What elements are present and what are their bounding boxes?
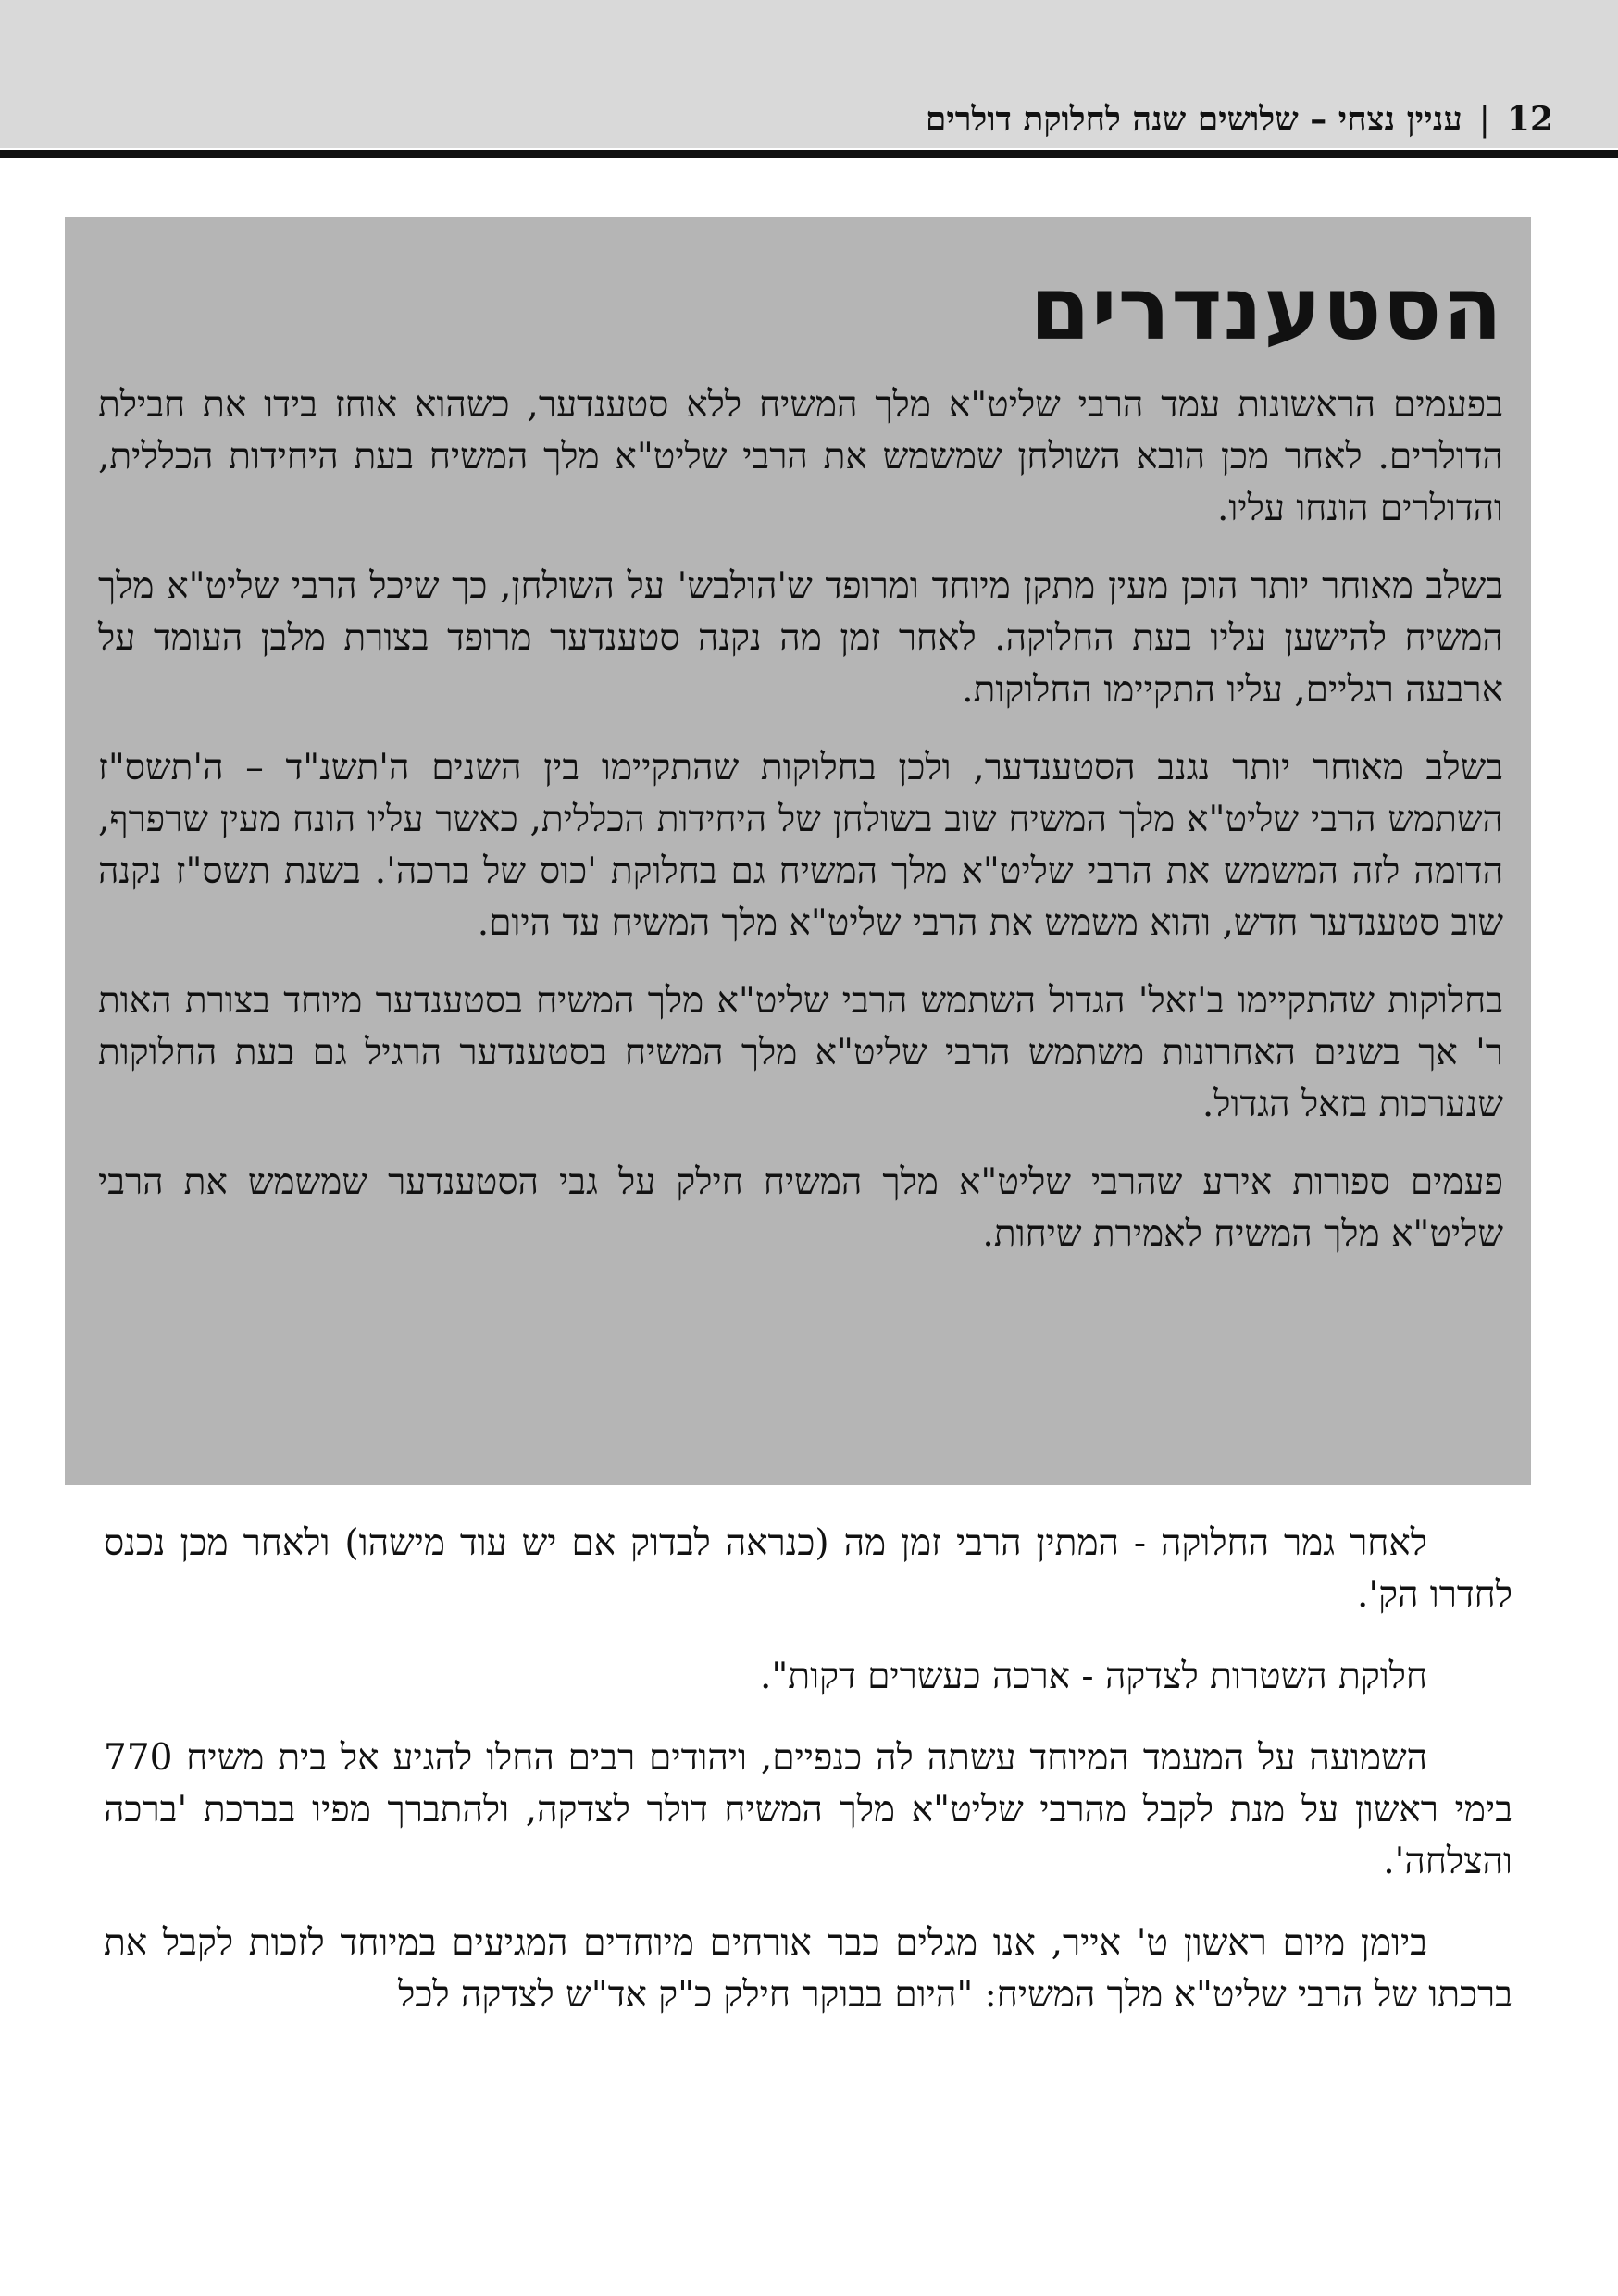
sidebar-paragraph: בשלב מאוחר יותר נגנב הסטענדער, ולכן בחלוקות שהתקיימו בין השנים ה'תשנ"ד – ה'תשס"ז השתמש הרבי שליט"א מלך המשיח שוב בשולחן של היחידות הכללית, כאשר עליו הונח מעין שרפרף, הדומה לזה המשמש את הרבי שליט"א מלך המשיח גם בחלוקת 'כוס של ברכה'. בשנת תשס"ז נקנה שוב סטענדער חדש, והוא משמש את הרבי שליט"א מלך המשיח עד היום. <box>98 747 1503 944</box>
sidebar-paragraph: בחלוקות שהתקיימו ב'זאל' הגדול השתמש הרבי שליט"א מלך המשיח בסטענדער מיוחד בצורת האות ר' אך בשנים האחרונות משתמש הרבי שליט"א מלך המשיח בסטענדער הרגיל גם בעת החלוקות שנערכות בזאל הגדול. <box>98 980 1503 1125</box>
header-rule <box>0 150 1618 158</box>
body-paragraph: חלוקת השטרות לצדקה - ארכה כעשרים דקות". <box>759 1656 1427 1697</box>
sidebar-paragraph: בשלב מאוחר יותר הוכן מעין מתקן מיוחד ומרופד ש'הולבש' על השולחן, כך שיכל הרבי שליט"א מלך המשיח להישען עליו בעת החלוקה. לאחר זמן מה נקנה סטענדער מרופד בצורת מלבן העומד על ארבעה רגליים, עליו התקיימו החלוקות. <box>98 565 1503 711</box>
header-separator: | <box>1478 100 1490 139</box>
body-paragraph: השמועה על המעמד המיוחד עשתה לה כנפיים, ויהודים רבים החלו להגיע אל בית משיח 770 בימי ראשון על מנת לקבל מהרבי שליט"א מלך המשיח דולר לצדקה, ולהתברך מפיו בברכת 'ברכה והצלחה'. <box>104 1737 1512 1882</box>
running-title: עניין נצחי – שלושים שנה לחלוקת דולרים <box>925 100 1462 139</box>
body-paragraph: ביומן מיום ראשון ט' אייר, אנו מגלים כבר אורחים מיוחדים המגיעים במיוחד לזכות לקבל את ברכתו של הרבי שליט"א מלך המשיח: "היום בבוקר חילק כ"ק אד"ש לצדקה לכל <box>104 1922 1512 2016</box>
sidebar-box <box>65 217 1531 1485</box>
sidebar-paragraph: פעמים ספורות אירע שהרבי שליט"א מלך המשיח חילק על גבי הסטענדער שמשמש את הרבי שליט"א מלך המשיח לאמירת שיחות. <box>98 1161 1503 1255</box>
sidebar-title: הסטענדרים <box>1029 259 1503 360</box>
running-header <box>926 96 1553 143</box>
body-text <box>104 1518 1512 2051</box>
sidebar-paragraph: בפעמים הראשונות עמד הרבי שליט"א מלך המשיח ללא סטענדער, כשהוא אוחז בידו את חבילת הדולרים. לאחר מכן הובא השולחן שמשמש את הרבי שליט"א מלך המשיח בעת היחידות הכללית, והדולרים הונחו עליו. <box>98 384 1503 529</box>
body-paragraph: לאחר גמר החלוקה - המתין הרבי זמן מה (כנראה לבדוק אם יש עוד מישהו) ולאחר מכן נכנס לחדרו הק'. <box>104 1522 1512 1616</box>
page-number: 12 <box>1506 100 1553 139</box>
